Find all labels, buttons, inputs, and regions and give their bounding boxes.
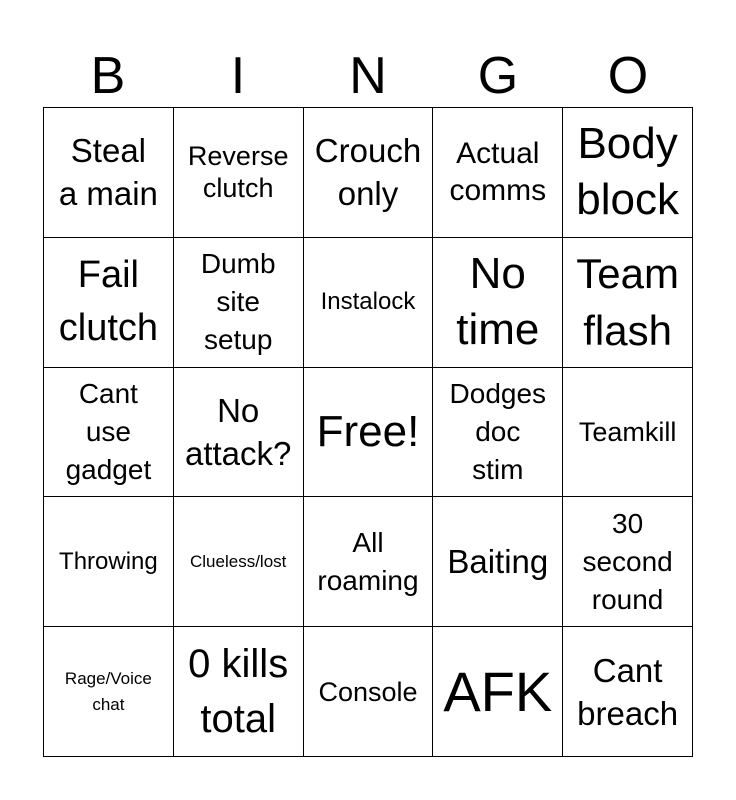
bingo-cell[interactable] bbox=[563, 368, 693, 498]
cell-text: Actual comms bbox=[449, 137, 547, 208]
bingo-cell[interactable] bbox=[563, 497, 693, 627]
free-space[interactable] bbox=[304, 368, 434, 498]
cell-text: Crouch only bbox=[314, 132, 422, 213]
bingo-cell[interactable] bbox=[433, 238, 563, 368]
header-letter-o: O bbox=[607, 47, 649, 105]
bingo-cell[interactable] bbox=[433, 497, 563, 627]
header-letter-i: I bbox=[230, 47, 246, 105]
cell-text: Steal a main bbox=[58, 132, 158, 213]
cell-text: Cant breach bbox=[577, 651, 679, 732]
cell-text: 30 second round bbox=[582, 507, 673, 615]
bingo-cell[interactable] bbox=[433, 108, 563, 238]
bingo-cell[interactable] bbox=[433, 368, 563, 498]
bingo-cell[interactable] bbox=[44, 497, 174, 627]
cell-text: AFK bbox=[443, 659, 553, 723]
bingo-cell[interactable] bbox=[174, 627, 304, 757]
cell-text: Team flash bbox=[576, 250, 679, 355]
bingo-cell[interactable] bbox=[563, 627, 693, 757]
cell-text: Free! bbox=[316, 406, 420, 456]
cell-text: Rage/Voice chat bbox=[64, 668, 152, 714]
bingo-cell[interactable] bbox=[174, 368, 304, 498]
cell-text: Dodges doc stim bbox=[449, 377, 547, 485]
cell-text: Teamkill bbox=[578, 416, 677, 447]
bingo-cell[interactable] bbox=[304, 108, 434, 238]
cell-text: 0 kills total bbox=[188, 641, 289, 741]
bingo-cell[interactable] bbox=[304, 627, 434, 757]
cell-text: Throwing bbox=[59, 547, 158, 575]
cell-text: Baiting bbox=[447, 543, 549, 581]
cell-text: Clueless/lost bbox=[190, 551, 287, 571]
cell-text: Body block bbox=[576, 119, 679, 225]
bingo-header bbox=[43, 44, 693, 108]
header-letter-n: N bbox=[349, 47, 387, 105]
bingo-cell[interactable] bbox=[44, 627, 174, 757]
cell-text: Fail clutch bbox=[58, 254, 159, 350]
cell-text: Cant use gadget bbox=[65, 377, 152, 485]
bingo-cell[interactable] bbox=[563, 238, 693, 368]
bingo-cell[interactable] bbox=[174, 108, 304, 238]
header-letter-g: G bbox=[477, 47, 519, 105]
bingo-cell[interactable] bbox=[304, 238, 434, 368]
bingo-cell[interactable] bbox=[44, 238, 174, 368]
bingo-cell[interactable] bbox=[304, 497, 434, 627]
bingo-grid bbox=[43, 107, 693, 757]
bingo-cell[interactable] bbox=[433, 627, 563, 757]
bingo-cell[interactable] bbox=[44, 108, 174, 238]
bingo-cell[interactable] bbox=[563, 108, 693, 238]
cell-text: Reverse clutch bbox=[187, 141, 289, 204]
cell-text: No attack? bbox=[184, 391, 292, 472]
cell-text: Dumb site setup bbox=[200, 248, 276, 356]
cell-text: All roaming bbox=[317, 526, 419, 596]
bingo-cell[interactable] bbox=[174, 497, 304, 627]
cell-text: No time bbox=[456, 249, 540, 355]
header-letter-b: B bbox=[90, 47, 126, 105]
bingo-cell[interactable] bbox=[174, 238, 304, 368]
bingo-cell[interactable] bbox=[44, 368, 174, 498]
cell-text: Console bbox=[318, 676, 418, 707]
cell-text: Instalock bbox=[320, 288, 416, 316]
